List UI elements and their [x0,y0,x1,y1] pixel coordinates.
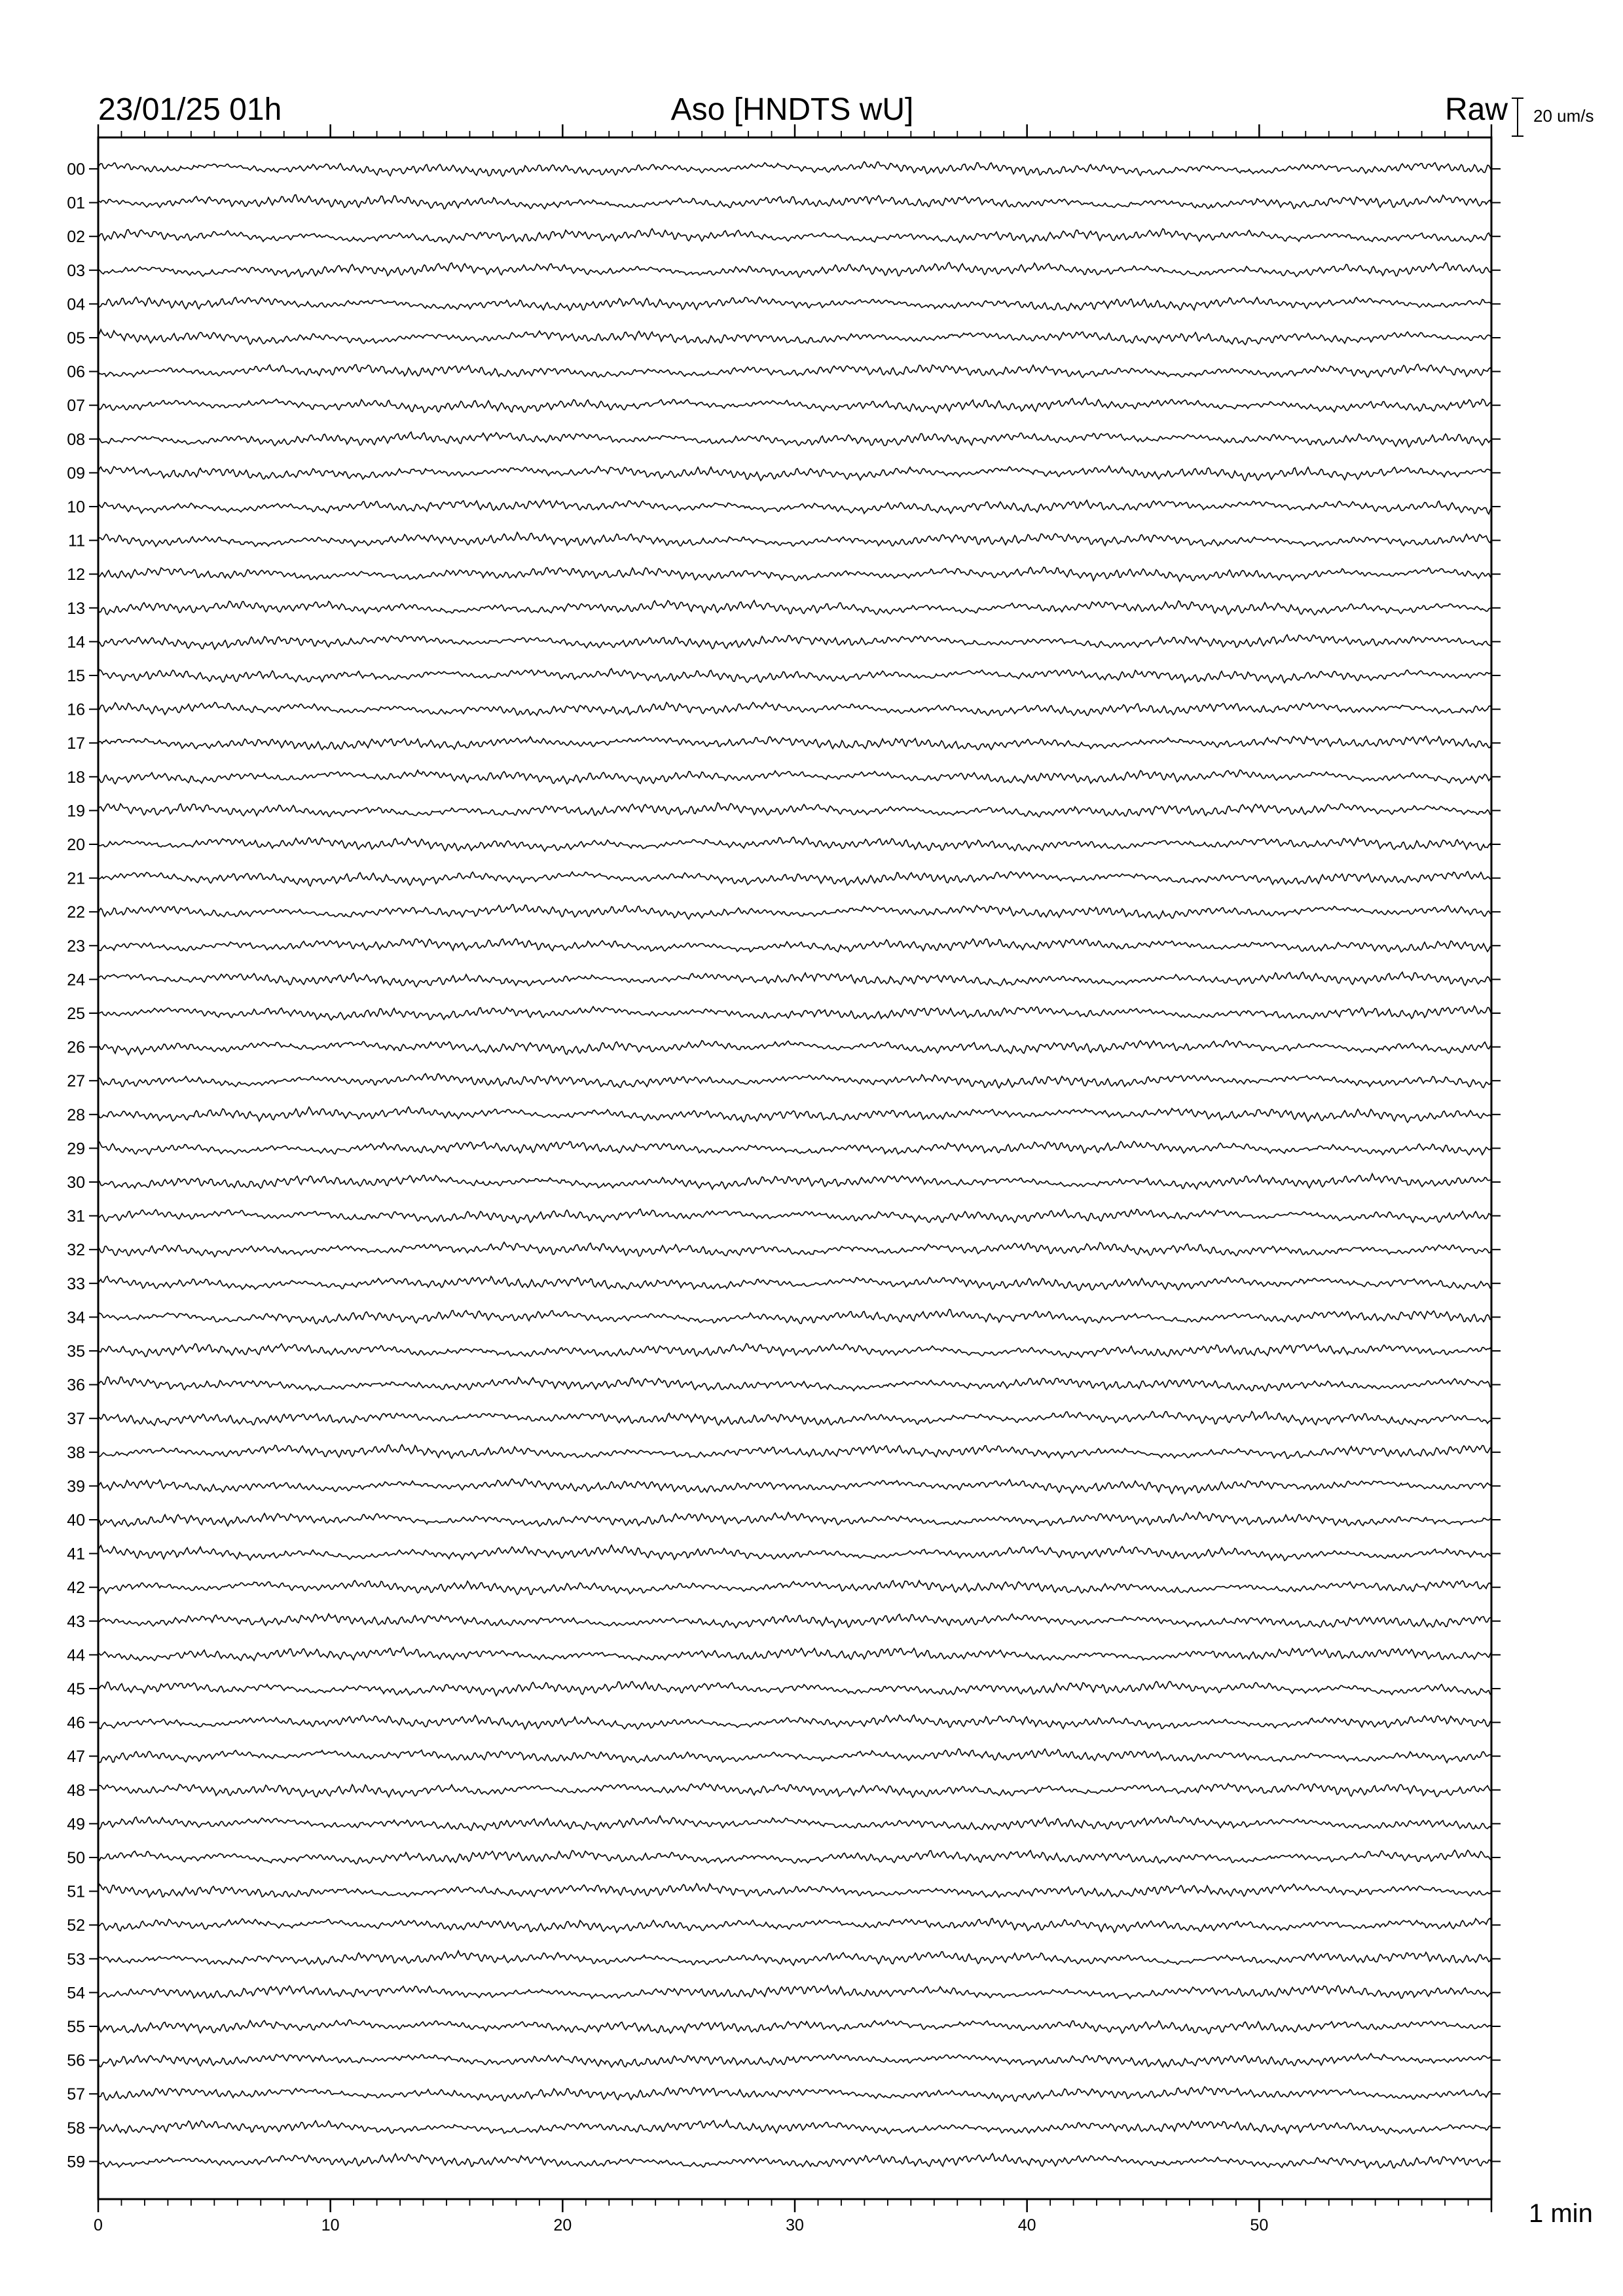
trace-row-26 [98,1041,1491,1055]
row-label-39: 39 [67,1477,85,1496]
trace-row-24 [98,972,1491,987]
trace-row-25 [98,1006,1491,1020]
row-label-19: 19 [67,802,85,821]
trace-row-32 [98,1242,1491,1257]
row-label-32: 32 [67,1241,85,1260]
trace-row-48 [98,1784,1491,1797]
row-label-54: 54 [67,1984,85,2003]
row-label-17: 17 [67,734,85,753]
date-hour-label: 23/01/25 01h [98,92,282,127]
row-label-15: 15 [67,667,85,685]
trace-row-07 [98,398,1491,413]
row-label-20: 20 [67,836,85,854]
trace-row-14 [98,635,1491,649]
row-label-35: 35 [67,1342,85,1361]
x-tick-label-20: 20 [553,2216,572,2234]
row-label-42: 42 [67,1579,85,1598]
trace-row-52 [98,1918,1491,1933]
row-label-25: 25 [67,1005,85,1023]
trace-row-05 [98,330,1491,345]
x-tick-label-50: 50 [1250,2216,1269,2234]
trace-row-27 [98,1073,1491,1088]
trace-row-37 [98,1411,1491,1426]
scale-bar [1512,98,1523,136]
trace-row-20 [98,837,1491,852]
trace-row-02 [98,228,1491,243]
trace-row-46 [98,1715,1491,1729]
trace-row-51 [98,1884,1491,1897]
row-label-37: 37 [67,1410,85,1429]
row-label-24: 24 [67,971,85,990]
x-axis-unit-label: 1 min [1529,2199,1593,2228]
trace-row-41 [98,1545,1491,1561]
row-label-48: 48 [67,1781,85,1800]
trace-row-54 [98,1986,1491,1999]
trace-row-22 [98,905,1491,919]
trace-row-01 [98,195,1491,209]
trace-row-43 [98,1614,1491,1628]
trace-row-12 [98,567,1491,582]
x-tick-label-0: 0 [94,2216,103,2234]
trace-row-23 [98,939,1491,952]
trace-row-17 [98,736,1491,750]
row-label-45: 45 [67,1680,85,1698]
trace-row-29 [98,1141,1491,1155]
trace-row-42 [98,1581,1491,1595]
row-label-55: 55 [67,2018,85,2036]
trace-row-00 [98,162,1491,176]
trace-row-45 [98,1681,1491,1696]
scale-label: 20 um/s [1533,106,1594,126]
row-label-13: 13 [67,599,85,618]
trace-row-18 [98,770,1491,784]
row-label-18: 18 [67,768,85,787]
trace-row-40 [98,1512,1491,1526]
trace-row-55 [98,2020,1491,2034]
row-label-08: 08 [67,430,85,449]
row-label-01: 01 [67,194,85,213]
trace-row-57 [98,2087,1491,2101]
row-label-57: 57 [67,2085,85,2104]
trace-row-21 [98,872,1491,886]
row-label-59: 59 [67,2153,85,2172]
trace-row-04 [98,297,1491,311]
trace-row-47 [98,1749,1491,1763]
trace-row-56 [98,2054,1491,2068]
row-label-00: 00 [67,160,85,179]
row-label-05: 05 [67,329,85,348]
row-label-26: 26 [67,1038,85,1057]
trace-row-15 [98,669,1491,683]
row-label-29: 29 [67,1139,85,1158]
mode-label: Raw [1444,92,1508,127]
row-label-27: 27 [67,1072,85,1091]
trace-row-53 [98,1951,1491,1965]
x-tick-label-30: 30 [786,2216,804,2234]
row-label-49: 49 [67,1815,85,1834]
station-title: Aso [HNDTS wU] [670,92,914,127]
row-label-46: 46 [67,1713,85,1732]
row-label-14: 14 [67,633,85,652]
trace-row-31 [98,1209,1491,1223]
row-label-12: 12 [67,565,85,584]
row-label-02: 02 [67,228,85,247]
row-label-51: 51 [67,1882,85,1901]
row-label-31: 31 [67,1207,85,1226]
trace-row-50 [98,1850,1491,1864]
trace-row-59 [98,2153,1491,2168]
row-label-44: 44 [67,1646,85,1665]
row-label-22: 22 [67,903,85,922]
row-label-28: 28 [67,1105,85,1124]
row-label-group [67,160,1501,2171]
trace-row-19 [98,803,1491,817]
row-label-56: 56 [67,2051,85,2070]
trace-row-28 [98,1107,1491,1122]
x-tick-label-10: 10 [321,2216,340,2234]
trace-row-10 [98,500,1491,514]
trace-row-11 [98,532,1491,547]
row-label-06: 06 [67,363,85,382]
row-label-53: 53 [67,1950,85,1969]
row-label-21: 21 [67,869,85,888]
trace-row-36 [98,1377,1491,1391]
row-label-43: 43 [67,1612,85,1631]
trace-row-16 [98,702,1491,715]
row-label-11: 11 [68,531,85,550]
row-label-41: 41 [67,1545,85,1564]
row-label-04: 04 [67,295,85,314]
trace-row-39 [98,1479,1491,1494]
trace-row-34 [98,1309,1491,1323]
row-label-23: 23 [67,937,85,956]
row-label-40: 40 [67,1511,85,1530]
trace-row-44 [98,1647,1491,1660]
row-label-38: 38 [67,1443,85,1462]
row-label-09: 09 [67,464,85,483]
row-label-03: 03 [67,261,85,280]
row-label-33: 33 [67,1274,85,1293]
row-label-50: 50 [67,1849,85,1867]
row-label-34: 34 [67,1308,85,1327]
trace-group [98,162,1491,2168]
row-label-07: 07 [67,397,85,416]
trace-row-06 [98,364,1491,377]
trace-row-03 [98,262,1491,278]
row-label-16: 16 [67,700,85,719]
row-label-47: 47 [67,1748,85,1767]
trace-row-33 [98,1276,1491,1291]
trace-row-30 [98,1174,1491,1189]
trace-row-49 [98,1816,1491,1831]
trace-row-13 [98,600,1491,615]
x-tick-label-40: 40 [1017,2216,1036,2234]
trace-row-38 [98,1444,1491,1458]
trace-row-08 [98,432,1491,447]
trace-row-09 [98,466,1491,481]
row-label-10: 10 [67,498,85,516]
trace-row-58 [98,2121,1491,2134]
row-label-36: 36 [67,1376,85,1395]
row-label-58: 58 [67,2119,85,2138]
row-label-30: 30 [67,1174,85,1192]
row-label-52: 52 [67,1916,85,1935]
trace-row-35 [98,1344,1491,1357]
